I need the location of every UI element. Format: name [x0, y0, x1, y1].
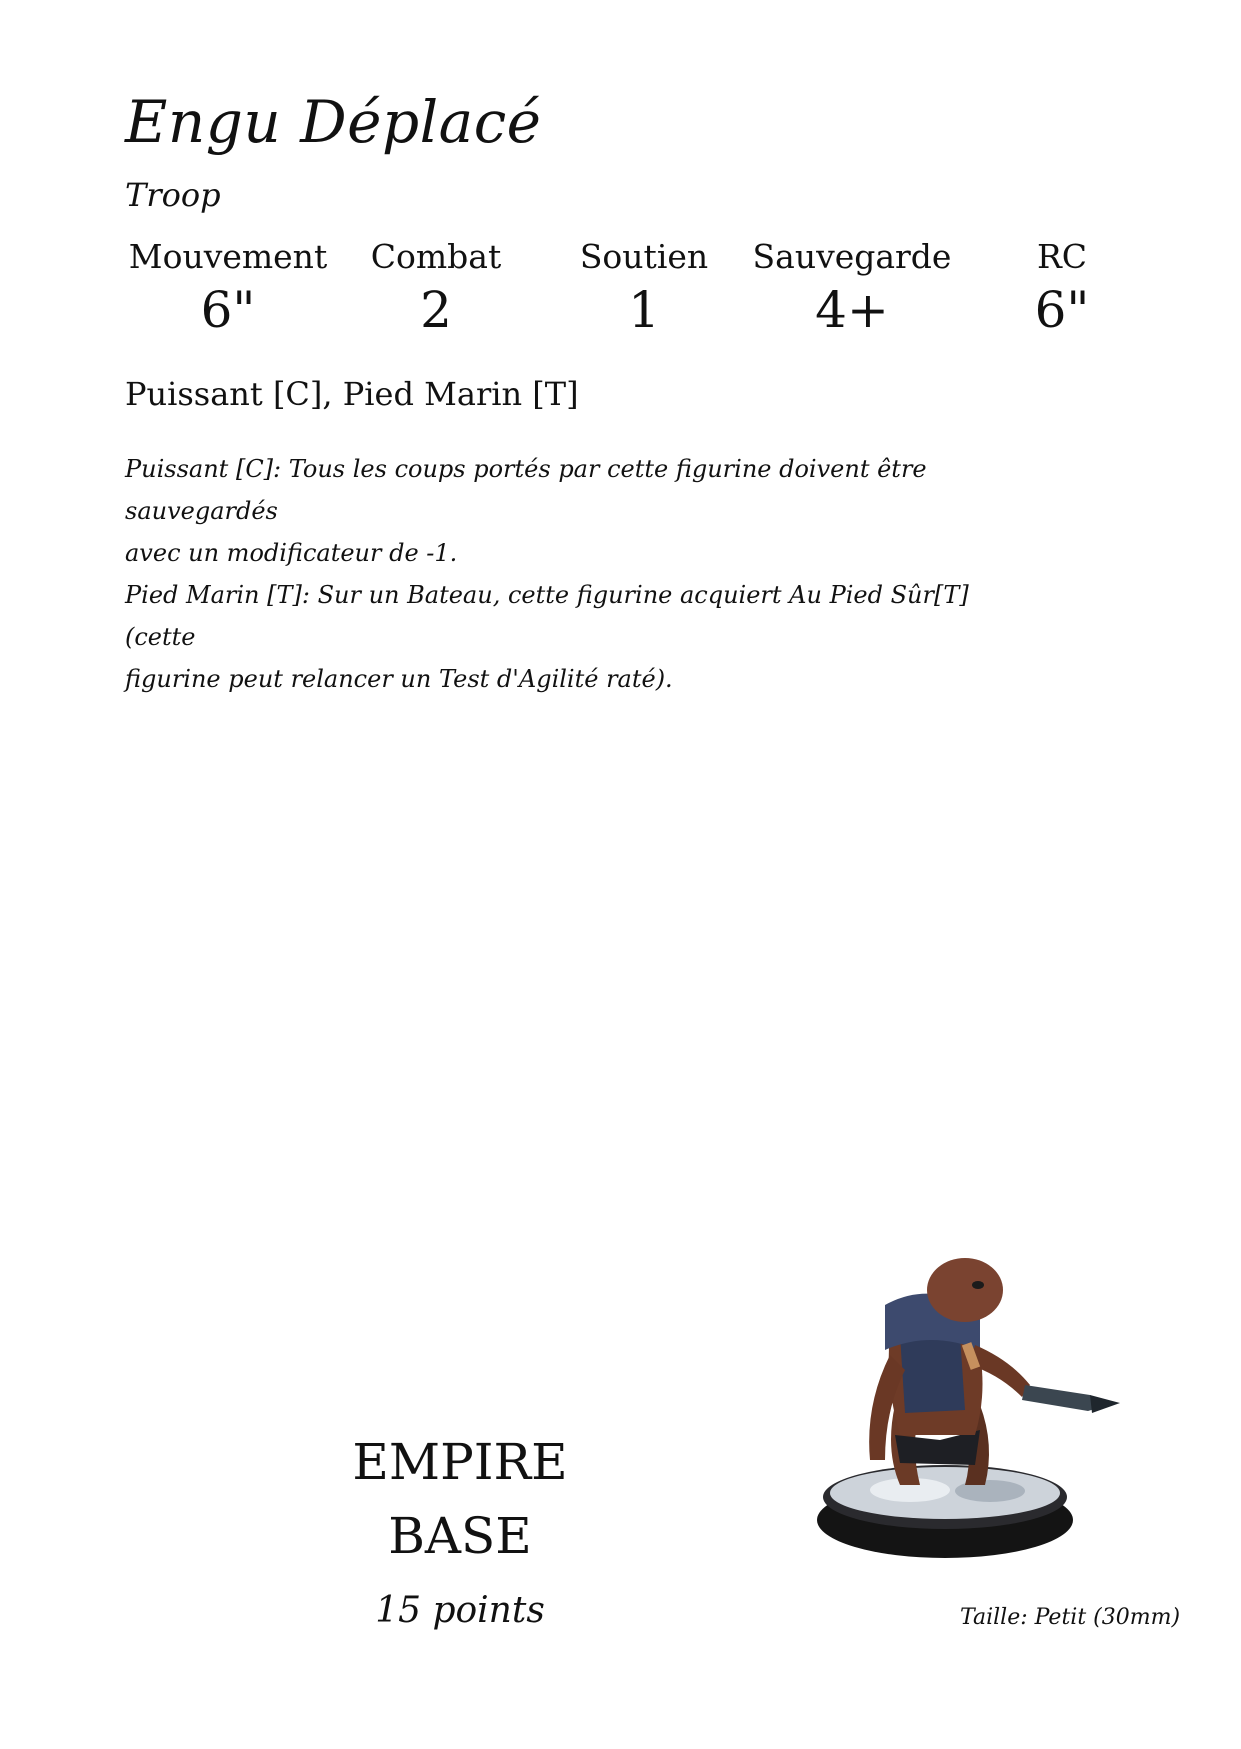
size-label: Taille: Petit (30mm)	[960, 1605, 1181, 1630]
stat-label: Sauvegarde	[752, 237, 952, 276]
stat-value: 2	[420, 281, 452, 339]
stat-combat	[336, 234, 536, 340]
stat-soutien	[544, 234, 744, 340]
points-cost: 15 points	[375, 1590, 545, 1631]
stat-value: 1	[628, 281, 660, 339]
card-title: Engu Déplacé	[125, 88, 542, 156]
stat-label: RC	[1036, 237, 1088, 276]
faction-line: BASE	[388, 1507, 532, 1565]
stat-value: 6"	[1034, 281, 1090, 339]
stat-sauvegarde	[752, 234, 952, 340]
faction-line: EMPIRE	[352, 1433, 568, 1491]
traits-summary: Puissant [C], Pied Marin [T]	[125, 375, 579, 413]
stat-mouvement	[128, 234, 328, 340]
description-line: Puissant [C]: Tous les coups portés par cette figurine doivent être sauvegardés	[125, 455, 927, 525]
stat-value: 6"	[200, 281, 256, 339]
traits-description	[125, 448, 1045, 700]
card-subtitle: Troop	[125, 176, 221, 214]
stat-rc	[962, 234, 1162, 340]
miniature-photo	[790, 1235, 1190, 1565]
stat-label: Combat	[370, 237, 502, 276]
stat-label: Soutien	[579, 237, 709, 276]
faction-label	[310, 1425, 610, 1573]
stat-label: Mouvement	[128, 237, 328, 276]
description-line: Pied Marin [T]: Sur un Bateau, cette figurine acquiert Au Pied Sûr[T] (cette	[125, 581, 969, 651]
stat-value: 4+	[815, 281, 889, 339]
description-line: avec un modificateur de -1.	[125, 539, 458, 567]
description-line: figurine peut relancer un Test d'Agilité raté).	[125, 665, 673, 693]
